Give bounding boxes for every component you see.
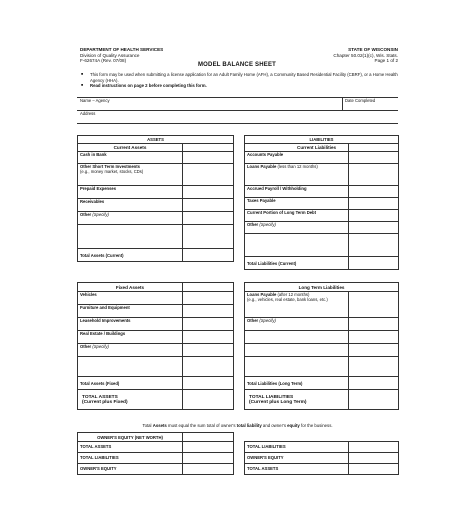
equity-total-liabilities-label: TOTAL LIABILITIES (78, 453, 183, 464)
blank-liability-row[interactable] (245, 234, 349, 257)
liabilities-table (244, 135, 399, 270)
blank-liability-amount[interactable] (349, 234, 399, 257)
fixed-assets-table (77, 282, 234, 410)
loans-payable-long-amount[interactable] (349, 292, 399, 318)
balance-note: Total Assets must equal the sum total of owner's total liability and owner's equity for the business. (142, 423, 333, 428)
taxes-payable-amount[interactable] (349, 198, 399, 210)
leasehold-improvements-label: Leasehold Improvements (78, 318, 183, 331)
equity-total-liabilities-amount[interactable] (183, 453, 234, 464)
blank-fixed-row[interactable] (78, 357, 183, 377)
owners-equity-heading: OWNER'S EQUITY (NET WORTH) (78, 433, 183, 442)
total-current-assets-amount[interactable] (183, 249, 234, 262)
address-line-bottom (77, 123, 398, 124)
blank-asset-row[interactable] (78, 225, 183, 249)
check-total-liabilities-amount[interactable] (349, 442, 399, 453)
vehicles-label: Vehicles (78, 292, 183, 305)
blank-long-row-3[interactable] (245, 357, 349, 377)
amount-cell[interactable] (183, 144, 234, 152)
current-long-term-debt-amount[interactable] (349, 210, 399, 222)
short-term-investments-label: Other Short Term Investments (e.g., money market, stocks, CDs) (78, 164, 183, 186)
instruction-2: ■ Read instructions on page 2 before completing this form. (80, 83, 400, 89)
long-term-liabilities-heading: Long Term Liabilities (245, 283, 399, 292)
date-field-label: Date Completed (345, 98, 376, 103)
statute-ref: Chapter 50.02(1)(c), Wis. Stats. (333, 52, 398, 58)
address-field-label: Address (80, 111, 96, 116)
division-name: Division of Quality Assurance (80, 52, 140, 58)
name-field-label: Name – Agency (80, 98, 110, 103)
total-current-liabilities-amount[interactable] (349, 257, 399, 270)
real-estate-amount[interactable] (183, 331, 234, 344)
short-term-investments-amount[interactable] (183, 164, 234, 186)
blank-long-row-2[interactable] (245, 344, 349, 357)
blank-long-amount-1[interactable] (349, 331, 399, 344)
loans-payable-short-label: Loans Payable (less than 12 months) (245, 164, 349, 186)
prepaid-expenses-label: Prepaid Expenses (78, 186, 183, 199)
total-long-term-liabilities-amount[interactable] (349, 377, 399, 390)
prepaid-expenses-amount[interactable] (183, 186, 234, 199)
cash-in-bank-label: Cash in Bank (78, 152, 183, 164)
equity-total-assets-amount[interactable] (183, 442, 234, 453)
blank-long-amount-2[interactable] (349, 344, 399, 357)
current-long-term-debt-label: Current Portion of Long Term Debt (245, 210, 349, 222)
other-current-liabilities-label: Other (Specify) (245, 222, 349, 234)
other-current-assets-amount[interactable] (183, 212, 234, 225)
instructions (80, 72, 400, 89)
current-liabilities-heading: Current Liabilities (349, 144, 399, 152)
amount-cell[interactable] (183, 283, 234, 292)
other-fixed-assets-label: Other (Specify) (78, 344, 183, 357)
balance-check-table (244, 441, 399, 475)
other-current-liabilities-amount[interactable] (349, 222, 399, 234)
state-name: STATE OF WISCONSIN (348, 47, 398, 52)
liabilities-heading: LIABILITIES (245, 136, 399, 144)
page-title: MODEL BALANCE SHEET (197, 62, 277, 68)
other-current-assets-label: Other (Specify) (78, 212, 183, 225)
equity-total-assets-label: TOTAL ASSETS (78, 442, 183, 453)
check-total-assets-amount[interactable] (349, 464, 399, 475)
total-fixed-assets-label: Total Assets (Fixed) (78, 377, 183, 390)
blank-long-amount-3[interactable] (349, 357, 399, 377)
receivables-amount[interactable] (183, 199, 234, 212)
form-number: F-62674A (Rev. 07/08) (80, 58, 127, 64)
real-estate-label: Real Estate / Buildings (78, 331, 183, 344)
accounts-payable-amount[interactable] (349, 152, 399, 164)
check-owners-equity-label: OWNER'S EQUITY (245, 453, 349, 464)
vehicles-amount[interactable] (183, 292, 234, 305)
receivables-label: Receivables (78, 199, 183, 212)
equity-owners-equity-label: OWNER'S EQUITY (78, 464, 183, 475)
other-long-term-label: Other (Specify) (245, 318, 349, 331)
current-assets-heading: Current Assets (78, 144, 183, 152)
owners-equity-table (77, 432, 234, 475)
check-total-liabilities-label: TOTAL LIABILITIES (245, 442, 349, 453)
cash-in-bank-amount[interactable] (183, 152, 234, 164)
amount-cell (183, 433, 234, 442)
check-total-assets-label: TOTAL ASSETS (245, 464, 349, 475)
total-assets-amount[interactable] (183, 390, 234, 410)
blank-asset-amount[interactable] (183, 225, 234, 249)
total-current-liabilities-label: Total Liabilities (Current) (245, 257, 349, 270)
accrued-payroll-label: Accrued Payroll / Withholding (245, 186, 349, 198)
assets-table (77, 135, 234, 262)
other-fixed-assets-amount[interactable] (183, 344, 234, 357)
total-liabilities-label: TOTAL LIABILITIES (Current plus Long Term) (245, 390, 349, 410)
blank-long-row-1[interactable] (245, 331, 349, 344)
total-long-term-liabilities-label: Total Liabilities (Long Term) (245, 377, 349, 390)
furniture-equipment-label: Furniture and Equipment (78, 305, 183, 318)
accounts-payable-label: Accounts Payable (245, 152, 349, 164)
fixed-assets-heading: Fixed Assets (78, 283, 183, 292)
blank-fixed-amount[interactable] (183, 357, 234, 377)
page-number: Page 1 of 2 (374, 58, 398, 64)
leasehold-improvements-amount[interactable] (183, 318, 234, 331)
department-name: DEPARTMENT OF HEALTH SERVICES (80, 47, 164, 52)
assets-heading: ASSETS (78, 136, 234, 144)
taxes-payable-label: Taxes Payable (245, 198, 349, 210)
instruction-1: ■ This form may be used when submitting a license application for an Adult Family Home (AFH), a Community Based Residential Facility (CBRF), or a Home Health Agency (HHA). (80, 72, 400, 83)
long-term-liabilities-table (244, 282, 399, 410)
accrued-payroll-amount[interactable] (349, 186, 399, 198)
loans-payable-long-label: Loans Payable (after 12 months) (e.g., vehicles, real estate, bank loans, etc.) (245, 292, 349, 318)
name-date-divider (342, 97, 343, 110)
total-current-assets-label: Total Assets (Current) (78, 249, 183, 262)
address-line-top (77, 110, 398, 111)
total-assets-label: TOTAL ASSETS (Current plus Fixed) (78, 390, 183, 410)
loans-payable-short-amount[interactable] (349, 164, 399, 186)
equity-owners-equity-amount[interactable] (183, 464, 234, 475)
total-liabilities-amount[interactable] (349, 390, 399, 410)
check-owners-equity-amount[interactable] (349, 453, 399, 464)
other-long-term-amount[interactable] (349, 318, 399, 331)
furniture-equipment-amount[interactable] (183, 305, 234, 318)
total-fixed-assets-amount[interactable] (183, 377, 234, 390)
